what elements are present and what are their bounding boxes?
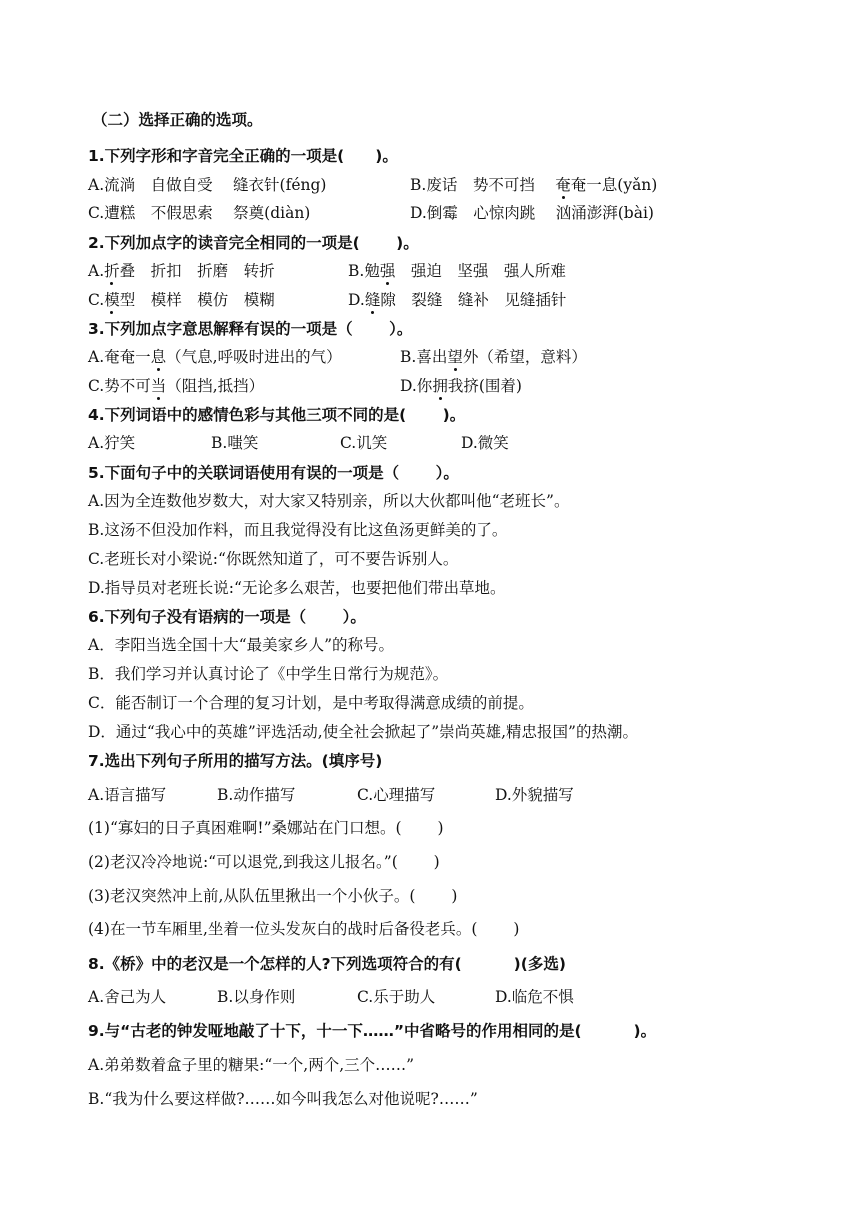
- q8-option-a: A.舍己为人: [88, 988, 167, 1006]
- q2-option-b: B.勉强 强迫 坚强 强人所难: [348, 262, 566, 280]
- q3-option-d: D.你拥我挤(围着): [400, 377, 522, 395]
- q3-option-c: C.势不可当（阻挡,抵挡）: [88, 377, 265, 395]
- question-6-stem: 6.下列句子没有语病的一项是（ ）。: [88, 608, 366, 626]
- q7-option-d: D.外貌描写: [495, 786, 574, 804]
- q1-option-a: A.流淌 自做自受 缝衣针(féng): [88, 176, 327, 194]
- q6-option-b: B．我们学习并认真讨论了《中学生日常行为规范》。: [88, 665, 449, 683]
- q4-option-b: B.嗤笑: [211, 434, 259, 452]
- q7-sentence-2: (2)老汉冷冷地说:“可以退党,到我这儿报名。”( ): [88, 853, 440, 871]
- q4-option-d: D.微笑: [461, 434, 509, 452]
- q7-sentence-1: (1)“寡妇的日子真困难啊!”桑娜站在门口想。( ): [88, 819, 444, 837]
- question-4-stem: 4.下列词语中的感情色彩与其他三项不同的是( )。: [88, 406, 466, 424]
- q6-option-c: C．能否制订一个合理的复习计划，是中考取得满意成绩的前提。: [88, 694, 534, 712]
- q4-option-c: C.讥笑: [340, 434, 388, 452]
- question-7-stem: 7.选出下列句子所用的描写方法。(填序号): [88, 752, 383, 770]
- question-8-stem: 8.《桥》中的老汉是一个怎样的人?下列选项符合的有( )(多选): [88, 955, 566, 973]
- question-3-stem: 3.下列加点字意思解释有误的一项是（ ）。: [88, 320, 413, 338]
- q5-option-c: C.老班长对小梁说:“你既然知道了，可不要告诉别人。: [88, 550, 459, 568]
- q8-option-d: D.临危不惧: [495, 988, 574, 1006]
- q7-sentence-3: (3)老汉突然冲上前,从队伍里揪出一个小伙子。( ): [88, 887, 458, 905]
- q5-option-b: B.这汤不但没加作料，而且我觉得没有比这鱼汤更鲜美的了。: [88, 521, 508, 539]
- q2-option-c: C.模型 模样 模仿 模糊: [88, 291, 275, 309]
- q1-option-c: C.遭糕 不假思索 祭奠(diàn): [88, 204, 311, 222]
- q3-option-b: B.喜出望外（希望，意料）: [400, 348, 587, 366]
- question-5-stem: 5.下面句子中的关联词语使用有误的一项是（ ）。: [88, 464, 459, 482]
- q9-option-b: B.“我为什么要这样做?……如今叫我怎么对他说呢?……”: [88, 1090, 478, 1108]
- question-1-stem: 1.下列字形和字音完全正确的一项是( )。: [88, 147, 398, 165]
- q2-option-d: D.缝隙 裂缝 缝补 见缝插针: [348, 291, 567, 309]
- q6-option-d: D．通过“我心中的英雄”评选活动,使全社会掀起了”崇尚英雄,精忠报国”的热潮。: [88, 723, 638, 741]
- question-9-stem: 9.与“古老的钟发哑地敲了十下，十一下……”中省略号的作用相同的是( )。: [88, 1022, 657, 1040]
- q1-option-b: B.废话 势不可挡 奄奄一息(yǎn): [410, 176, 658, 194]
- q8-option-c: C.乐于助人: [357, 988, 436, 1006]
- q5-option-a: A.因为全连数他岁数大，对大家又特别亲，所以大伙都叫他“老班长”。: [88, 492, 570, 510]
- question-2-stem: 2.下列加点字的读音完全相同的一项是( )。: [88, 234, 419, 252]
- q9-option-a: A.弟弟数着盒子里的糖果:“一个,两个,三个……”: [88, 1056, 415, 1074]
- q2-option-a: A.折叠 折扣 折磨 转折: [88, 262, 275, 280]
- q7-option-b: B.动作描写: [217, 786, 296, 804]
- q4-option-a: A.狞笑: [88, 434, 136, 452]
- q7-sentence-4: (4)在一节车厢里,坐着一位头发灰白的战时后备役老兵。( ): [88, 920, 520, 938]
- q1-option-d: D.倒霉 心惊肉跳 汹涌澎湃(bài): [410, 204, 654, 222]
- q7-option-c: C.心理描写: [357, 786, 436, 804]
- q8-option-b: B.以身作则: [217, 988, 296, 1006]
- q5-option-d: D.指导员对老班长说:“无论多么艰苦，也要把他们带出草地。: [88, 579, 506, 597]
- q6-option-a: A．李阳当选全国十大“最美家乡人”的称号。: [88, 636, 395, 654]
- section-title: （二）选择正确的选项。: [92, 111, 263, 129]
- q3-option-a: A.奄奄一息（气息,呼吸时进出的气）: [88, 348, 342, 366]
- q7-option-a: A.语言描写: [88, 786, 167, 804]
